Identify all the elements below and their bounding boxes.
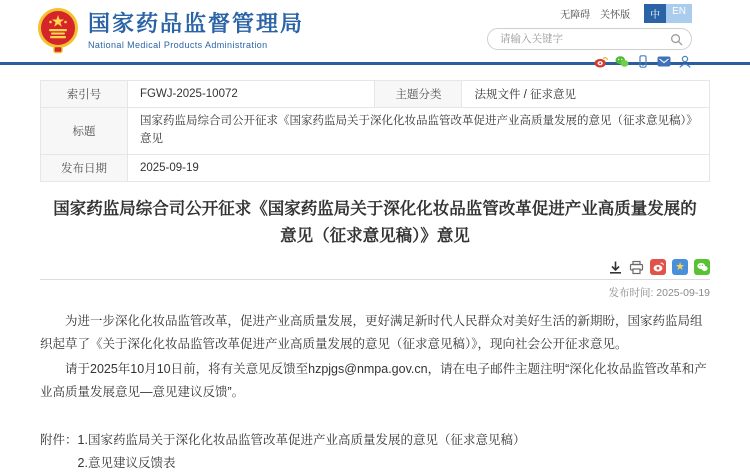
weibo-icon[interactable] <box>594 55 608 68</box>
share-weibo-icon[interactable] <box>650 259 666 275</box>
lang-en-button[interactable]: EN <box>666 4 692 23</box>
search-icon[interactable] <box>670 33 683 46</box>
accessibility-link[interactable]: 无障碍 <box>560 10 591 21</box>
article-body <box>40 310 710 405</box>
title-value: 国家药监局综合司公开征求《国家药监局关于深化化妆品监管改革促进产业高质量发展的意见（征求意见稿）》意见 <box>127 108 709 155</box>
date-label: 发布日期 <box>41 154 128 181</box>
index-label: 索引号 <box>41 81 128 108</box>
attachments-label: 附件： <box>40 432 78 447</box>
lang-zh-button[interactable]: 中 <box>644 4 666 23</box>
category-label: 主题分类 <box>375 81 462 108</box>
body-paragraph: 为进一步深化化妆品监管改革，促进产业高质量发展，更好满足新时代人民群众对美好生活的新期盼，国家药监局组织起草了《关于深化化妆品监管改革促进产业高质量发展的意见（征求意见稿）》，现向社会公开征求意见。 <box>40 314 703 352</box>
site-header <box>0 0 750 62</box>
body-paragraph: 请于2025年10月10日前，将有关意见反馈至hzpjgs@nmpa.gov.cn，请在电子邮件主题注明“深化化妆品监管改革和产业高质量发展意见—意见建议反馈”。 <box>40 362 707 400</box>
email-icon[interactable] <box>657 55 671 68</box>
mobile-icon[interactable] <box>636 55 650 68</box>
wechat-icon[interactable] <box>615 55 629 68</box>
date-value: 2025-09-19 <box>127 154 709 181</box>
search-input[interactable] <box>500 33 670 45</box>
index-value: FGWJ-2025-10072 <box>127 81 375 108</box>
attachment-link[interactable]: 2.意见建议反馈表 <box>77 456 176 471</box>
favorite-star-icon[interactable]: ★ <box>672 259 688 275</box>
user-icon[interactable] <box>678 55 692 68</box>
topbar <box>560 4 692 23</box>
site-title-block <box>88 12 304 49</box>
attachments-list <box>78 429 526 476</box>
site-logo[interactable] <box>38 8 304 54</box>
care-version-link[interactable]: 关怀版 <box>600 10 631 21</box>
tools-divider <box>40 279 710 280</box>
site-title: 国家药品监督管理局 <box>88 11 305 37</box>
national-emblem-icon <box>38 8 78 54</box>
social-icon-row <box>594 55 692 68</box>
publish-time: 发布时间: 2025-09-19 <box>608 287 710 300</box>
attachments-section <box>40 429 710 476</box>
article-tools <box>40 259 710 275</box>
search-box <box>487 28 692 50</box>
attachment-link[interactable]: 1.国家药监局关于深化化妆品监管改革促进产业高质量发展的意见（征求意见稿） <box>77 432 526 447</box>
header-utilities <box>487 4 692 68</box>
category-value: 法规文件 / 征求意见 <box>462 81 710 108</box>
page-content <box>0 80 750 476</box>
article-title: 国家药监局综合司公开征求《国家药监局关于深化化妆品监管改革促进产业高质量发展的意见（征求意见稿）》意见 <box>53 199 697 245</box>
title-label: 标题 <box>41 108 128 155</box>
language-toggle <box>644 4 692 23</box>
table-row <box>41 108 710 155</box>
print-icon[interactable] <box>629 260 644 275</box>
share-wechat-icon[interactable] <box>694 259 710 275</box>
site-subtitle: National Medical Products Administration <box>88 39 268 50</box>
document-meta-table <box>40 80 710 182</box>
table-row <box>41 154 710 181</box>
table-row <box>41 81 710 108</box>
download-icon[interactable] <box>608 260 623 275</box>
